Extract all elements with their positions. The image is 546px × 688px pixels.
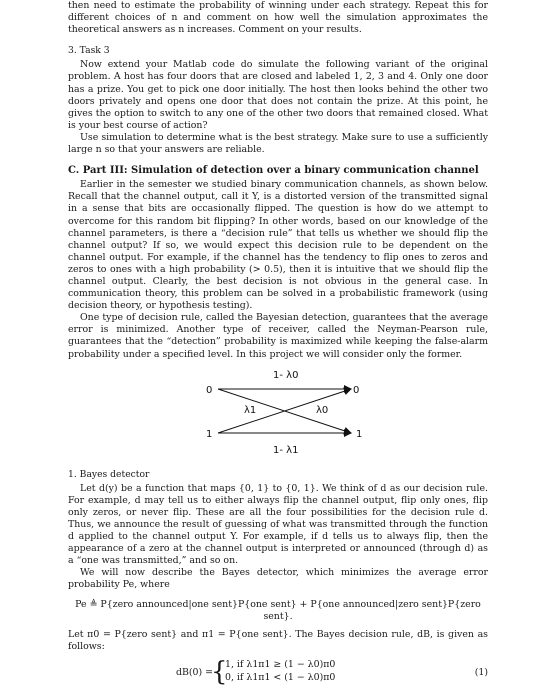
crossover-lambda1-label: λ1 (244, 404, 257, 416)
intro-paragraph: then need to estimate the probability of winning under each strategy. Repeat this for different choices of n and comment on how well the simulation approximates the theoretical answers as n increases. Comment on your results. (68, 0, 488, 36)
decision-case-2: 0, if λ1π1 < (1 − λ0)π0 (225, 671, 336, 683)
bayes-decision-rule-equation (68, 658, 488, 688)
task3-paragraph-1: Now extend your Matlab code do simulate the following variant of the original problem. A host has four doors that are closed and labeled 1, 2, 3 and 4. Only one door has a prize. You get to pick one door initially. The host then looks behind the other two doors privately and opens one door that does not contain the prize. At this point, he gives the option to switch to any one of the other two doors that remained closed. What is your best course of action? (68, 59, 488, 131)
part3-heading: C. Part III: Simulation of detection over a binary communication channel (68, 165, 479, 177)
crossover-lambda0-label: λ0 (316, 404, 329, 416)
input-zero-label: 0 (206, 384, 213, 396)
document-page (68, 0, 488, 688)
left-brace: { (211, 656, 228, 687)
equation-number: (1) (474, 666, 488, 678)
decision-case-1: 1, if λ1π1 ≥ (1 − λ0)π0 (225, 658, 336, 670)
bayes-paragraph-3: Let π0 = P{zero sent} and π1 = P{one sent}. The Bayes decision rule, dB, is given as follows: (68, 628, 488, 652)
part3-paragraph-1: Earlier in the semester we studied binary communication channels, as shown below. Recall that the channel output, call it Y, is a distorted version of the transmitted signal in a sense that bits are occasionally flipped. The question is how do we attempt to overcome for this random bit flipping? In other words, based on our knowledge of the channel parameters, is there a “decision rule” that tells us whether we should flip the channel output? If so, we would expect this decision rule to be dependent on the channel output. For example, if the channel has the tendency to flip ones to zeros and zeros to ones with a high probability (> 0.5), then it is intuitive that we should flip the channel output. Clearly, the best decision is not obvious in the general case. In communication theory, this problem can be solved in a probabilistic framework (using decision theory, or hypothesis testing). (68, 179, 488, 312)
bayes-heading: 1. Bayes detector (68, 468, 150, 480)
channel-bottom-label: 1- λ1 (273, 444, 299, 456)
decision-rule-lhs: dB(0) = (176, 666, 214, 678)
part3-paragraph-2: One type of decision rule, called the Bayesian detection, guarantees that the average error is minimized. Another type of receiver, called the Neyman-Pearson rule, guarantees that the “detection” probability is maximized while keeping the false-alarm probability under a specified level. In this project we will consider only the former. (68, 312, 488, 360)
task3-heading: 3. Task 3 (68, 45, 110, 57)
binary-channel-diagram (68, 365, 488, 461)
task3-paragraph-2: Use simulation to determine what is the best strategy. Make sure to use a sufficiently large n so that your answers are reliable. (68, 131, 488, 156)
channel-top-label: 1- λ0 (273, 369, 299, 381)
bayes-paragraph-1: Let d(y) be a function that maps {0, 1} to {0, 1}. We think of d as our decision rule. For example, d may tell us to either always flip the channel output, flip only ones, flip only zeros, or never flip. These are all the four possibilities for the decision rule d. Thus, we announce the result of guessing of what was transmitted through the function d applied to the channel output Y. For example, if d tells us to always flip, then the appearance of a zero at the channel output is interpreted or announced (through d) as a “one was transmitted,” and so on. (68, 482, 488, 567)
output-zero-label: 0 (353, 384, 360, 396)
error-probability-equation: Pe ≜ P{zero announced|one sent}P{one sent} + P{one announced|zero sent}P{zero sent}. (75, 598, 481, 622)
bayes-paragraph-2: We will now describe the Bayes detector, which minimizes the average error probability Pe, where (68, 567, 488, 591)
input-one-label: 1 (206, 428, 213, 440)
output-one-label: 1 (356, 428, 363, 440)
